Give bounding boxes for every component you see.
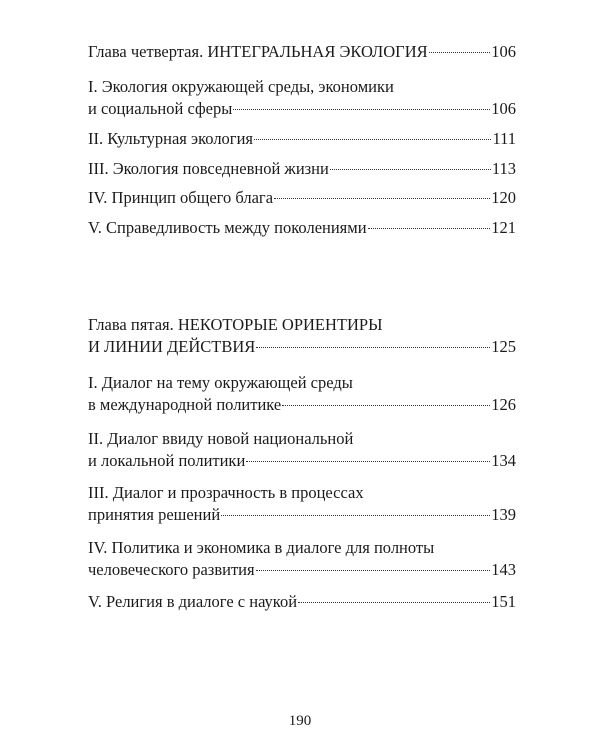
entry-title: V. Справедливость между поколениями [88, 218, 367, 237]
chapter-5-heading [88, 314, 516, 358]
toc-entry [88, 372, 516, 416]
page-ref: 126 [491, 395, 516, 414]
chapter-title-continued: И ЛИНИИ ДЕЙСТВИЯ [88, 337, 256, 356]
dot-leader [429, 52, 491, 53]
toc-entry [88, 482, 516, 526]
dot-leader [330, 169, 491, 170]
entry-title-continued: принятия решений [88, 505, 221, 524]
toc-entry [88, 217, 516, 239]
chapter-title: Глава пятая. НЕКОТОРЫЕ ОРИЕНТИРЫ [88, 315, 383, 334]
dot-leader [256, 347, 490, 348]
entry-title: III. Диалог и прозрачность в процессах [88, 483, 364, 502]
page-ref: 106 [491, 42, 516, 61]
entry-title-continued: в международной политике [88, 395, 282, 414]
toc-entry [88, 158, 516, 180]
page-ref: 143 [491, 560, 516, 579]
dot-leader [233, 109, 490, 110]
entry-title: IV. Принцип общего блага [88, 188, 274, 207]
page-ref: 113 [491, 159, 516, 178]
dot-leader [274, 198, 490, 199]
page-ref: 134 [491, 451, 516, 470]
entry-title: I. Экология окружающей среды, экономики [88, 77, 394, 96]
toc-entry [88, 428, 516, 472]
entry-title: V. Религия в диалоге с наукой [88, 592, 298, 611]
page-ref: 106 [491, 99, 516, 118]
dot-leader [282, 405, 490, 406]
dot-leader [254, 139, 491, 140]
dot-leader [298, 602, 490, 603]
entry-title-continued: человеческого развития [88, 560, 255, 579]
entry-title: III. Экология повседневной жизни [88, 159, 329, 178]
entry-title: I. Диалог на тему окружающей среды [88, 373, 353, 392]
page-ref: 151 [491, 592, 516, 611]
page-ref: 125 [491, 337, 516, 356]
chapter-title: Глава четвертая. ИНТЕГРАЛЬНАЯ ЭКОЛОГИЯ [88, 42, 428, 61]
dot-leader [256, 570, 491, 571]
page-ref: 120 [491, 188, 516, 207]
toc-entry [88, 537, 516, 581]
chapter-4-heading [88, 41, 516, 63]
dot-leader [221, 515, 490, 516]
page-number: 190 [288, 713, 312, 729]
toc-entry [88, 187, 516, 209]
entry-title-continued: и социальной сферы [88, 99, 233, 118]
page-ref: 121 [491, 218, 516, 237]
toc-entry [88, 128, 516, 150]
page-ref: 111 [492, 129, 516, 148]
entry-title-continued: и локальной политики [88, 451, 246, 470]
dot-leader [368, 228, 491, 229]
entry-title: II. Диалог ввиду новой национальной [88, 429, 354, 448]
toc-entry [88, 591, 516, 613]
page-ref: 139 [491, 505, 516, 524]
dot-leader [246, 461, 490, 462]
entry-title: IV. Политика и экономика в диалоге для полноты [88, 538, 435, 557]
entry-title: II. Культурная экология [88, 129, 253, 148]
toc-entry [88, 76, 516, 120]
